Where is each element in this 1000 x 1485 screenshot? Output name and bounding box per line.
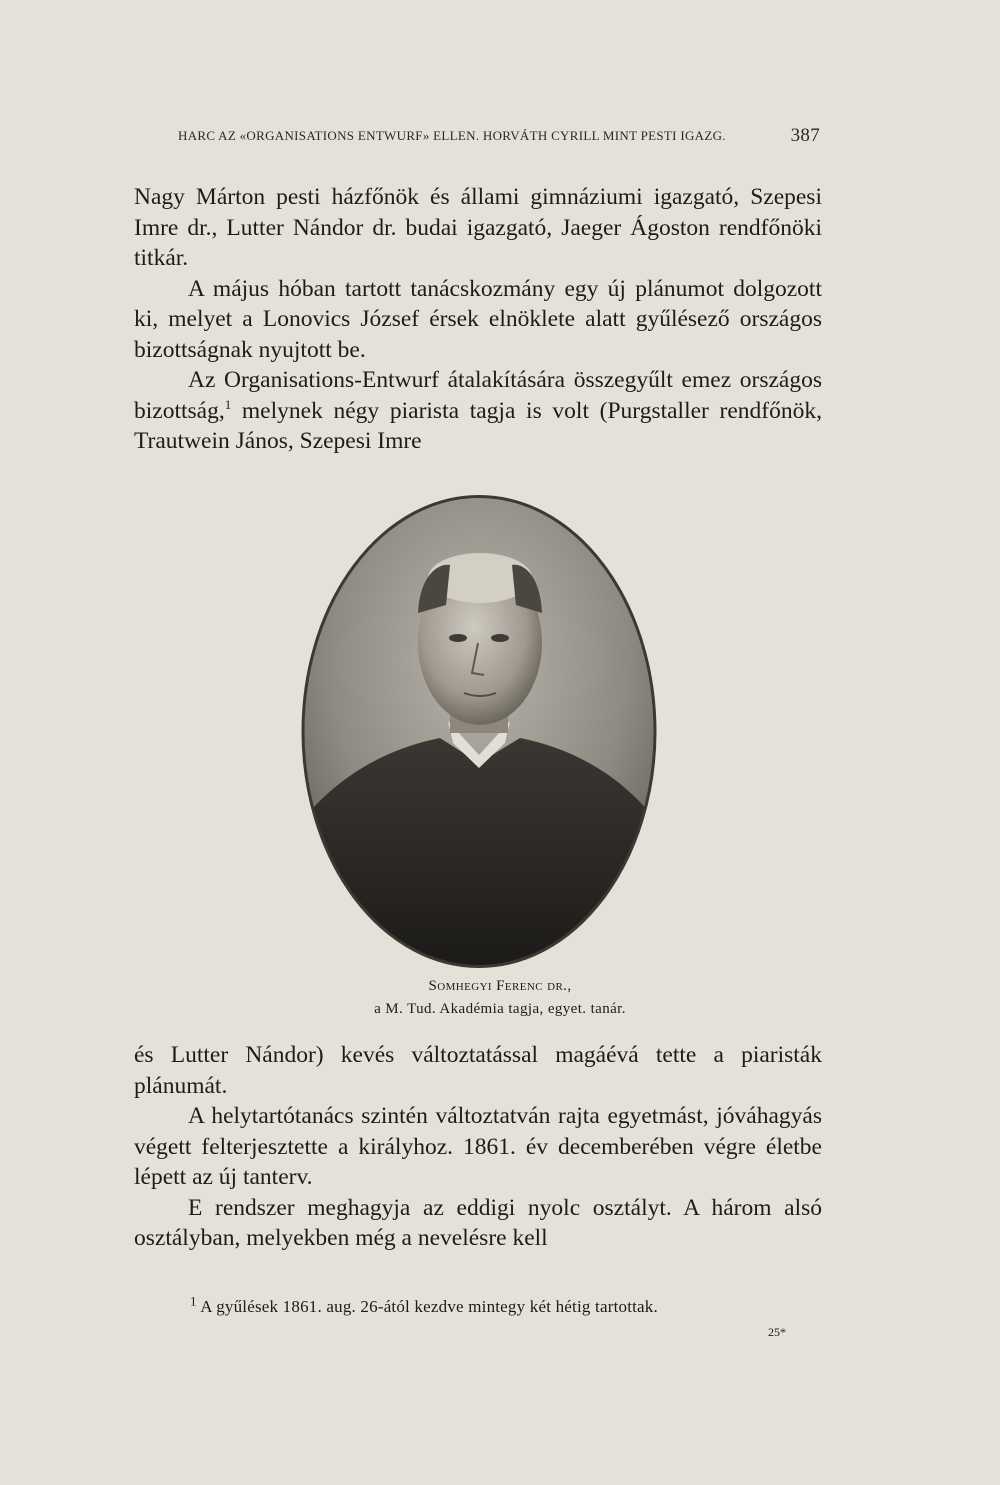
body-text-top xyxy=(134,182,822,457)
portrait-photograph xyxy=(300,493,658,970)
figure-caption-role: a M. Tud. Akadémia tagja, egyet. tanár. xyxy=(374,1001,626,1017)
paragraph: és Lutter Nándor) kevés változtatással magáévá tette a piaristák plánumát. xyxy=(134,1042,822,1099)
footnote-reference: 1 xyxy=(224,396,232,412)
paragraph: A helytartótanács szintén változtatván rajta egyetmást, jóváhagyás végett felterjesztette a királyhoz. 1861. év decemberében végre életbe lépett az új tanterv. xyxy=(134,1103,822,1190)
signature-mark: 25* xyxy=(768,1325,786,1339)
paragraph-text: Az Organisations-Entwurf átalakítására összegyűlt emez országos bizottság, xyxy=(134,367,822,424)
paragraph xyxy=(134,365,822,457)
running-title: HARC AZ «ORGANISATIONS ENTWURF» ELLEN. HORVÁTH CYRILL MINT PESTI IGAZG. xyxy=(178,128,726,143)
body-text-bottom xyxy=(134,1040,822,1254)
footnote-mark: 1 xyxy=(190,1293,197,1309)
paragraph-text: melynek négy piarista tagja is volt (Purgstaller rendfőnök, Trautwein János, Szepesi Imre xyxy=(134,397,822,454)
paragraph: A május hóban tartott tanácskozmány egy új plánumot dolgozott ki, melyet a Lonovics József érsek elnöklete alatt gyűlésező országos bizottságnak nyujtott be. xyxy=(134,275,822,363)
footnote xyxy=(190,1293,830,1317)
paragraph: E rendszer meghagyja az eddigi nyolc osztályt. A három alsó osztályban, melyekben még a nevelésre kell xyxy=(134,1194,822,1251)
page-number: 387 xyxy=(790,125,820,146)
paragraph: Nagy Márton pesti házfőnök és állami gimnáziumi igazgató, Szepesi Imre dr., Lutter Nándor dr. budai igazgató, Jaeger Ágoston rendfőnöki titkár. xyxy=(134,184,822,271)
figure-caption-name: Somhegyi Ferenc dr., xyxy=(428,978,572,994)
footnote-text: A gyűlések 1861. aug. 26-ától kezdve mintegy két hétig tartottak. xyxy=(196,1297,658,1316)
running-header xyxy=(178,125,820,146)
